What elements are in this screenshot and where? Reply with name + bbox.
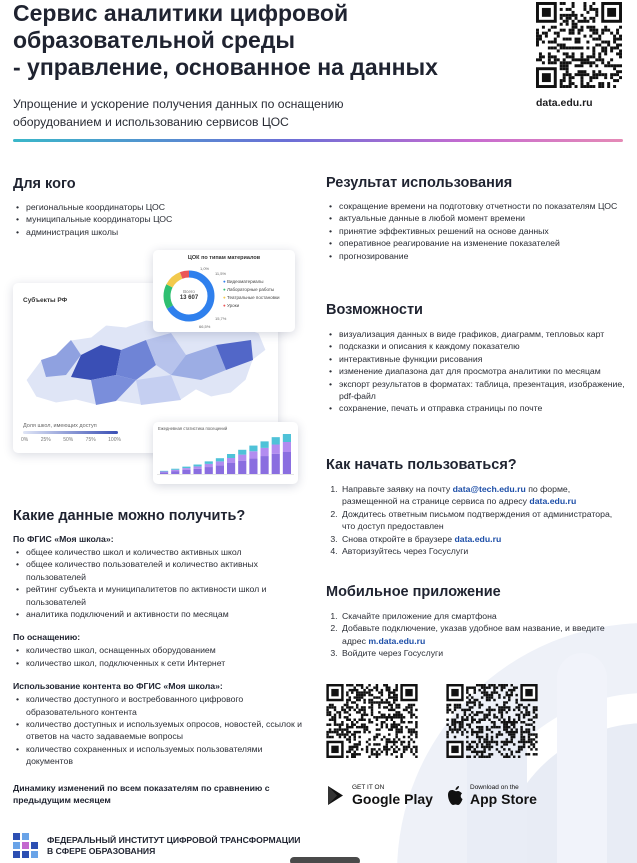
map-title: Субъекты РФ	[23, 297, 68, 304]
bar-chart-icon	[157, 434, 294, 480]
step-item: 1. Скачайте приложение для смартфона	[340, 610, 626, 622]
bar-segment	[261, 456, 269, 474]
donut-chart-preview	[153, 250, 295, 332]
page-subtitle	[13, 95, 533, 131]
site-url[interactable]: data.edu.ru	[536, 97, 593, 109]
features-section	[326, 302, 626, 415]
institute-name-line: ФЕДЕРАЛЬНЫЙ ИНСТИТУТ ЦИФРОВОЙ ТРАНСФОРМАЦИИ	[47, 835, 301, 845]
bar-segment	[227, 454, 235, 458]
list-item: • принятие эффективных решений на основе данных	[326, 225, 626, 237]
header	[13, 0, 533, 131]
step-item: 2. Дождитесь ответным письмом подтверждения от администратора, что доступ предоставлен	[340, 508, 626, 533]
donut-center-value: 13 607	[179, 295, 199, 301]
result-list	[326, 200, 626, 262]
title-line: образовательной среды	[13, 27, 296, 53]
bar-segment	[205, 467, 213, 474]
list-item: • актуальные данные в любой момент времени	[326, 212, 626, 224]
qr-code	[536, 2, 622, 88]
features-list	[326, 328, 626, 415]
store-caption: Download on the	[470, 784, 519, 791]
list-item: • сохранение, печать и отправка страницы по почте	[326, 402, 626, 414]
bar-segment	[194, 469, 202, 474]
legend-label: Уроки	[226, 303, 240, 308]
scroll-handle[interactable]	[290, 857, 360, 863]
google-play-qr-code[interactable]	[326, 684, 418, 758]
bar-segment	[227, 458, 235, 463]
list-item: • администрация школы	[13, 226, 303, 238]
bar-segment	[160, 471, 168, 472]
list-item: • общее количество школ и количество активных школ	[13, 546, 305, 558]
bar-segment	[238, 461, 246, 474]
list-item: • подсказки и описания к каждому показателю	[326, 340, 626, 352]
data-list	[13, 546, 305, 620]
donut-legend	[223, 278, 279, 310]
group-label: Использование контента во ФГИС «Моя школа»:	[13, 681, 223, 692]
list-item: • количество доступных и используемых опросов, новостей, ссылок и ответов на часто задаваемые вопросы	[13, 718, 305, 743]
site-link[interactable]: data.edu.ru	[529, 496, 577, 507]
data-list	[13, 644, 305, 669]
bar-segment	[205, 464, 213, 467]
data-list	[13, 693, 305, 767]
legend-label: Лабораторные работы	[226, 287, 275, 292]
bar-segment	[249, 451, 257, 458]
store-name: Google Play	[352, 791, 433, 807]
mobile-steps	[326, 610, 626, 660]
list-item: • прогнозирование	[326, 250, 626, 262]
bar-segment	[205, 461, 213, 464]
bar-segment	[182, 468, 190, 470]
what-data-section	[13, 508, 305, 809]
result-section	[326, 175, 626, 262]
bar-segment	[160, 471, 168, 472]
bar-segment	[238, 450, 246, 455]
bar-segment	[160, 472, 168, 474]
subtitle-line: оборудованием и использованию сервисов ЦОС	[13, 115, 289, 129]
bar-segment	[171, 470, 179, 471]
list-item: • общее количество пользователей и количество активных пользователей	[13, 558, 305, 583]
group-label: По оснащению:	[13, 632, 81, 643]
institute-name-line: В СФЕРЕ ОБРАЗОВАНИЯ	[47, 846, 156, 856]
section-title: Как начать пользоваться?	[326, 457, 517, 473]
bar-segment	[249, 446, 257, 452]
donut-pct: 1,0%	[200, 266, 210, 271]
bar-segment	[194, 465, 202, 467]
mobile-site-link[interactable]: m.data.edu.ru	[368, 635, 426, 646]
donut-title: ЦОК по типам материалов	[187, 255, 261, 261]
institute-name	[47, 835, 300, 857]
bar-segment	[261, 441, 269, 448]
step-item	[340, 622, 626, 647]
section-title: Результат использования	[326, 175, 513, 191]
map-caption: Доля школ, имеющих доступ	[23, 423, 97, 429]
group-label: По ФГИС «Моя школа»:	[13, 534, 114, 544]
scale-label: 75%	[85, 437, 96, 443]
step-item: 3. Войдите через Госуслуги	[340, 647, 626, 659]
store-name: App Store	[470, 791, 537, 807]
list-item: • рейтинг субъекта и муниципалитетов по активности школ и пользователей	[13, 583, 305, 608]
donut-pct: 11,5%	[215, 271, 227, 276]
legend-label: Видеоматериалы	[226, 279, 264, 284]
legend-item: ● Лабораторные работы	[223, 287, 275, 292]
bar-segment	[272, 454, 280, 474]
legend-label: Театральные постановки	[226, 295, 280, 300]
donut-pct: 15,7%	[215, 316, 227, 321]
legend-item: ● Театральные постановки	[223, 295, 280, 300]
legend-item: ● Видеоматериалы	[223, 279, 264, 284]
bar-segment	[261, 448, 269, 456]
list-item: • количество доступного и востребованного цифрового образовательного контента	[13, 693, 305, 718]
bar-segment	[171, 469, 179, 470]
bar-segment	[272, 437, 280, 444]
list-item: • муниципальные координаторы ЦОС	[13, 213, 303, 225]
step-item	[340, 533, 626, 545]
apple-icon	[446, 785, 464, 806]
footer	[13, 833, 300, 859]
scale-label: 0%	[21, 437, 29, 443]
bar-segment	[216, 458, 224, 461]
email-link[interactable]: data@tech.edu.ru	[452, 484, 526, 494]
subtitle-line: Упрощение и ускорение получения данных по оснащению	[13, 97, 344, 111]
map-legend-bar	[23, 431, 118, 434]
donut-center-label: Всего	[183, 289, 195, 294]
section-title: Мобильное приложение	[326, 584, 501, 600]
scale-label: 50%	[63, 437, 74, 443]
for-whom-list	[13, 201, 303, 238]
list-item: • интерактивные функции рисования	[326, 353, 626, 365]
bar-segment	[171, 471, 179, 474]
section-title: Для кого	[13, 176, 76, 192]
bar-segment	[194, 466, 202, 468]
bar-segment	[238, 455, 246, 461]
store-caption: GET IT ON	[352, 784, 385, 791]
mobile-section	[326, 584, 626, 660]
step-item: 4. Авторизуйтесь через Госуслуги	[340, 545, 626, 557]
institute-logo-icon	[13, 833, 39, 859]
bar-segment	[182, 467, 190, 468]
donut-pct: 66,5%	[199, 324, 211, 329]
legend-item: ● Уроки	[223, 303, 240, 308]
step-text: по форме, размещенной на странице сервиса по адресу	[342, 484, 571, 507]
list-item: • количество школ, оснащенных оборудованием	[13, 644, 305, 656]
map-scale	[21, 437, 121, 443]
step-text: Снова откройте в браузере	[342, 533, 455, 544]
scale-label: 100%	[108, 437, 121, 443]
bar-segment	[283, 434, 291, 442]
dynamics-note: Динамику изменений по всем показателям по сравнению с предыдущим месяцем	[13, 782, 270, 806]
bar-segment	[216, 465, 224, 474]
bar-segment	[227, 463, 235, 474]
bar-segment	[283, 442, 291, 452]
list-item: • аналитика подключений и активности по месяцам	[13, 608, 305, 620]
title-line: Сервис аналитики цифровой	[13, 0, 349, 26]
bar-segment	[272, 445, 280, 454]
list-item: • количество сохраненных и используемых пользователями документов	[13, 743, 305, 768]
how-start-steps	[326, 483, 626, 557]
step-text: Направьте заявку на почту	[342, 484, 453, 494]
gradient-divider	[13, 139, 623, 142]
bar-segment	[249, 458, 257, 474]
scale-label: 25%	[40, 437, 51, 443]
app-store-qr-code[interactable]	[446, 684, 538, 758]
google-play-button[interactable]	[326, 784, 433, 807]
list-item: • изменение диапазона дат для просмотра аналитики по месяцам	[326, 365, 626, 377]
bar-segment	[216, 461, 224, 465]
title-line: - управление, основанное на данных	[13, 54, 438, 80]
app-store-button[interactable]	[446, 784, 537, 807]
list-item: • количество школ, подключенных к сети Интернет	[13, 657, 305, 669]
step-item	[340, 483, 626, 508]
bar-chart-preview	[153, 422, 298, 484]
list-item: • сокращение времени на подготовку отчетности по показателям ЦОС	[326, 200, 626, 212]
section-title: Возможности	[326, 302, 423, 318]
bar-segment	[182, 470, 190, 474]
page-title	[13, 0, 533, 81]
how-start-section	[326, 457, 626, 557]
bars-title: Ежедневная статистика посещений	[158, 426, 228, 431]
site-link[interactable]: data.edu.ru	[454, 533, 502, 544]
list-item: • региональные координаторы ЦОС	[13, 201, 303, 213]
list-item: • визуализация данных в виде графиков, диаграмм, тепловых карт	[326, 328, 626, 340]
section-title: Какие данные можно получить?	[13, 508, 246, 524]
bar-segment	[283, 452, 291, 474]
google-play-icon	[326, 785, 346, 806]
for-whom-section	[13, 176, 303, 238]
step-text: Добавьте подключение, указав удобное вам название, и введите адрес	[342, 623, 605, 646]
list-item: • экспорт результатов в форматах: таблица, презентация, изображение, pdf-файл	[326, 378, 626, 403]
list-item: • оперативное реагирование на изменение показателей	[326, 237, 626, 249]
